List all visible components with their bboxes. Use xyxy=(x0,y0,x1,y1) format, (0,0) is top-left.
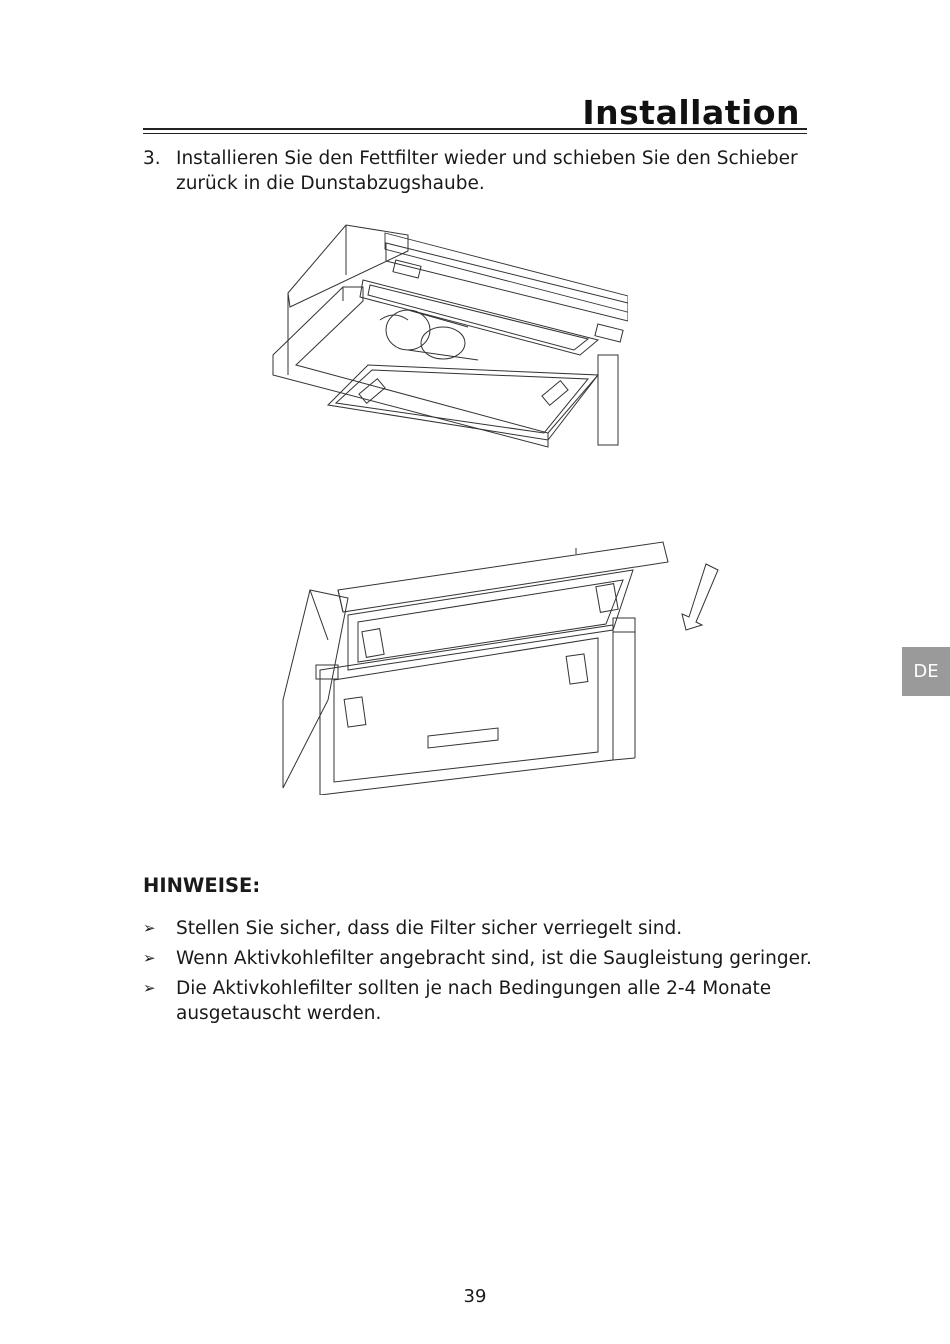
fan-blower xyxy=(386,310,430,350)
title-rule xyxy=(143,128,807,130)
list-item xyxy=(143,916,823,941)
list-item xyxy=(143,976,823,1026)
note-text: Stellen Sie sicher, dass die Filter sicher verriegelt sind. xyxy=(176,918,683,939)
note-text: Die Aktivkohlefilter sollten je nach Bedingungen alle 2-4 Monate ausgetauscht werden. xyxy=(176,978,772,1024)
list-item xyxy=(143,946,823,971)
title-rule-thin xyxy=(143,133,807,134)
installation-step xyxy=(143,146,813,196)
hood-housing xyxy=(283,590,348,788)
swung-grease-filter xyxy=(328,365,598,440)
range-hood-slider-closed-drawing xyxy=(268,530,728,795)
hood-housing xyxy=(288,225,408,307)
arrow-bullet-icon: ➢ xyxy=(143,979,156,997)
step-number: 3. xyxy=(143,148,161,169)
step-text: Installieren Sie den Fettfilter wieder und schieben Sie den Schieber zurück in die Dunstabzugshaube. xyxy=(176,148,798,194)
notes-heading: HINWEISE: xyxy=(143,874,261,897)
page-number: 39 xyxy=(463,1286,487,1307)
note-text: Wenn Aktivkohlefilter angebracht sind, ist die Saugleistung geringer. xyxy=(176,948,812,969)
language-tab: DE xyxy=(902,647,950,696)
arrow-bullet-icon: ➢ xyxy=(143,949,156,967)
push-direction-arrow xyxy=(682,564,718,630)
range-hood-filter-open-drawing xyxy=(268,215,628,455)
arrow-bullet-icon: ➢ xyxy=(143,919,156,937)
page-title: Installation xyxy=(582,93,800,132)
slider-handle xyxy=(428,728,498,748)
notes-list xyxy=(143,916,823,1031)
top-rail xyxy=(338,542,668,612)
